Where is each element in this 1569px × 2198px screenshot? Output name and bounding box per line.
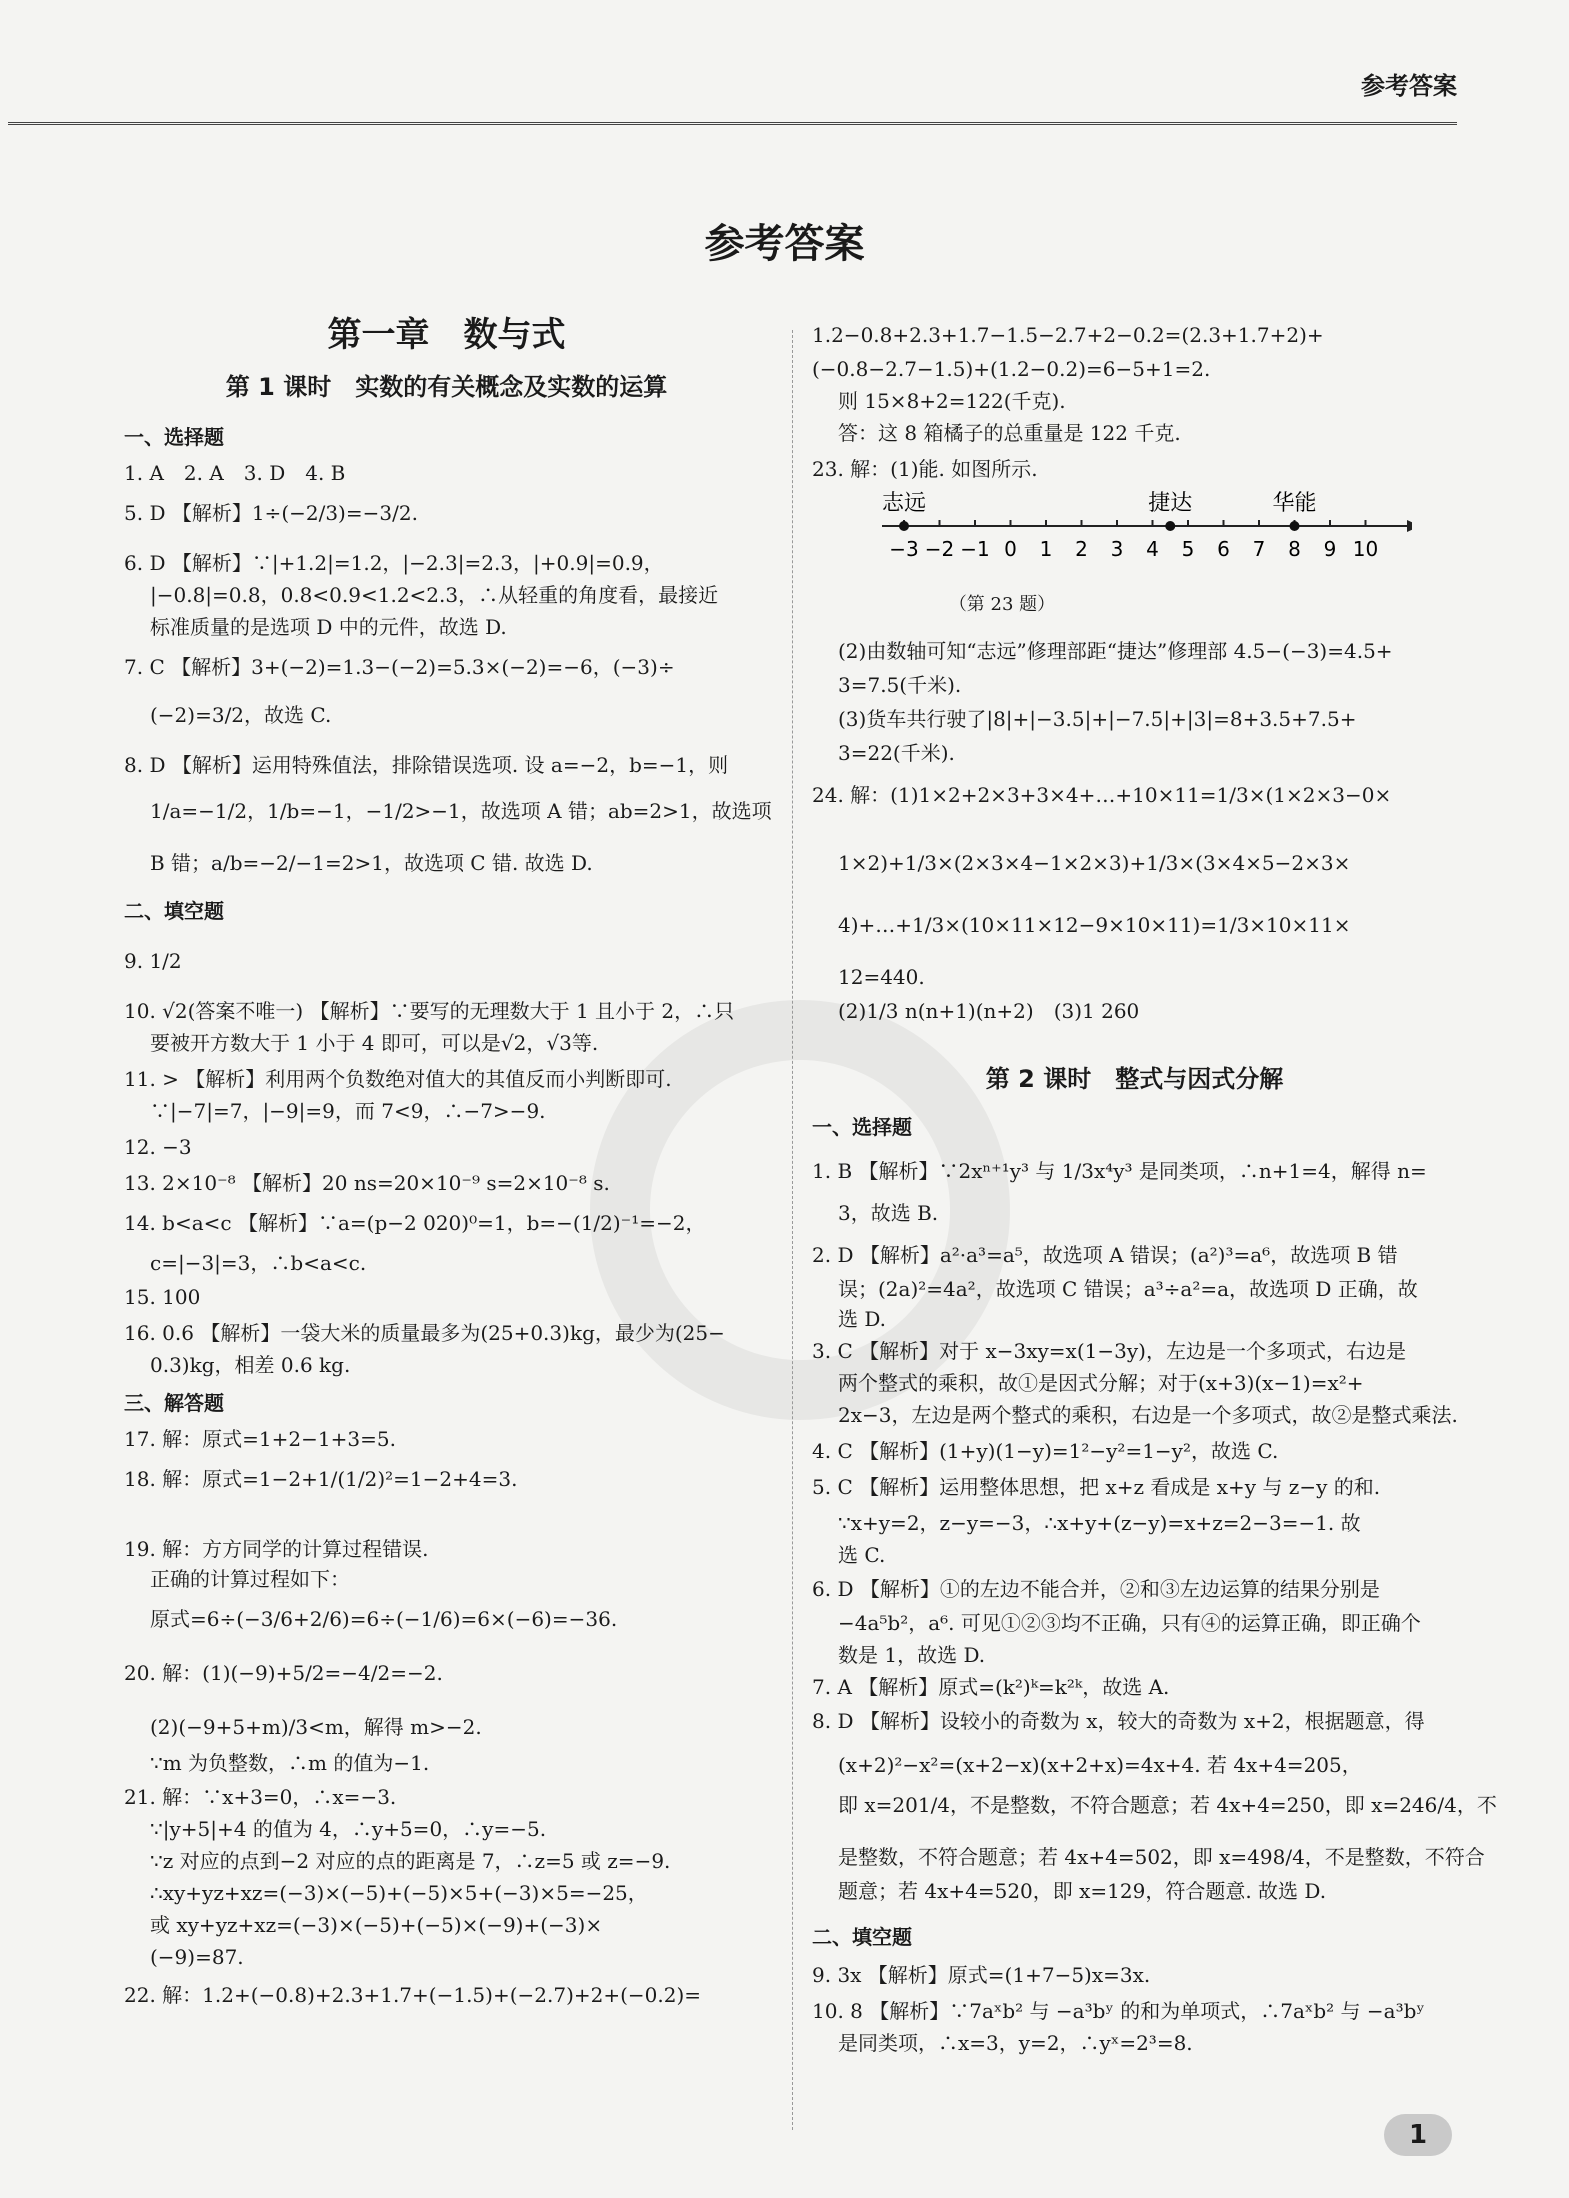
answer-line: 12. −3 (124, 1135, 192, 1159)
answer-line: 11. > 【解析】利用两个负数绝对值大的其值反而小判断即可. (124, 1067, 672, 1091)
answer-line: 误；(2a)²=4a²，故选项 C 错误；a³÷a²=a，故选项 D 正确，故 (838, 1277, 1418, 1301)
answer-line: 18. 解：原式=1−2+1/(1/2)²=1−2+4=3. (124, 1467, 518, 1491)
answer-line: 则 15×8+2=122(千克). (838, 389, 1066, 413)
tick-label: 8 (1288, 537, 1301, 561)
answer-line: ∵|y+5|+4 的值为 4，∴y+5=0，∴y=−5. (150, 1817, 547, 1841)
point-marker (899, 521, 909, 531)
answer-line: ∵x+y=2，z−y=−3，∴x+y+(z−y)=x+z=2−3=−1. 故 (838, 1511, 1361, 1535)
answer-line: 23. 解：(1)能. 如图所示. (812, 457, 1038, 481)
answer-line: (2)(−9+5+m)/3<m，解得 m>−2. (150, 1715, 482, 1739)
header-rule (8, 122, 1457, 125)
answer-line: 8. D 【解析】设较小的奇数为 x，较大的奇数为 x+2，根据题意，得 (812, 1709, 1425, 1733)
answer-line: 19. 解：方方同学的计算过程错误. (124, 1537, 429, 1561)
tick-label: 6 (1217, 537, 1230, 561)
answer-line: 4)+…+1/3×(10×11×12−9×10×11)=1/3×10×11× (838, 913, 1351, 937)
tick-label: −1 (960, 537, 990, 561)
answer-line: ∴xy+yz+xz=(−3)×(−5)+(−5)×5+(−3)×5=−25， (150, 1881, 648, 1905)
answer-line: 选 D. (838, 1307, 887, 1331)
tick-label: 4 (1146, 537, 1159, 561)
answer-line: 10. √2(答案不唯一) 【解析】∵要写的无理数大于 1 且小于 2，∴只 (124, 999, 735, 1023)
answer-line: 题意；若 4x+4=520，即 x=129，符合题意. 故选 D. (838, 1879, 1327, 1903)
answer-line: 6. D 【解析】∵|+1.2|=1.2，|−2.3|=2.3，|+0.9|=0.9， (124, 551, 664, 575)
answer-line: ∵|−7|=7，|−9|=9，而 7<9，∴−7>−9. (150, 1099, 546, 1123)
section-solve-1: 三、解答题 (124, 1391, 224, 1415)
answer-line: ∵z 对应的点到−2 对应的点的距离是 7，∴z=5 或 z=−9. (150, 1849, 671, 1873)
tick-label: 3 (1110, 537, 1124, 561)
section-choice-1: 一、选择题 (124, 425, 224, 449)
answer-line: 16. 0.6 【解析】一袋大米的质量最多为(25+0.3)kg，最少为(25− (124, 1321, 725, 1345)
answer-line: 1.2−0.8+2.3+1.7−1.5−2.7+2−0.2=(2.3+1.7+2)+ (812, 323, 1324, 347)
chapter-title: 第一章 数与式 (327, 315, 566, 355)
answer-line: 14. b<a<c 【解析】∵a=(p−2 020)⁰=1，b=−(1/2)⁻¹=−2， (124, 1211, 706, 1235)
page-number: 1 (1384, 2114, 1452, 2156)
answer-line: 15. 100 (124, 1285, 201, 1309)
tick-label: 5 (1181, 537, 1195, 561)
point-label: 捷达 (1148, 491, 1193, 516)
section-choice-2: 一、选择题 (812, 1115, 912, 1139)
answer-line: c=|−3|=3，∴b<a<c. (150, 1251, 367, 1275)
answer-line: 答：这 8 箱橘子的总重量是 122 千克. (838, 421, 1181, 445)
answer-line: (−9)=87. (150, 1945, 244, 1969)
answer-line: (2)1/3 n(n+1)(n+2) (3)1 260 (838, 999, 1140, 1023)
answer-line: (−0.8−2.7−1.5)+(1.2−0.2)=6−5+1=2. (812, 357, 1211, 381)
answer-line: 6. D 【解析】①的左边不能合并，②和③左边运算的结果分别是 (812, 1577, 1380, 1601)
answer-line: 20. 解：(1)(−9)+5/2=−4/2=−2. (124, 1661, 443, 1685)
answer-line: 正确的计算过程如下： (150, 1567, 350, 1591)
answer-line: 即 x=201/4，不是整数，不符合题意；若 4x+4=250，即 x=246/4，不 (838, 1793, 1497, 1817)
answer-line: 数是 1，故选 D. (838, 1643, 986, 1667)
answer-line: 是同类项，∴x=3，y=2，∴yˣ=2³=8. (838, 2031, 1193, 2055)
tick-label: 9 (1323, 537, 1337, 561)
answer-line: 2x−3，左边是两个整式的乘积，右边是一个多项式，故②是整式乘法. (838, 1403, 1458, 1427)
tick-label: −2 (924, 537, 955, 561)
tick-label: 1 (1039, 537, 1053, 561)
lesson-2-title: 第 2 课时 整式与因式分解 (985, 1065, 1284, 1093)
answer-line: 4. C 【解析】(1+y)(1−y)=1²−y²=1−y²，故选 C. (812, 1439, 1279, 1463)
answer-line: 要被开方数大于 1 小于 4 即可，可以是√2，√3等. (150, 1031, 599, 1055)
answer-line: 7. C 【解析】3+(−2)=1.3−(−2)=5.3×(−2)=−6，(−3)÷ (124, 655, 675, 679)
answer-line: 12=440. (838, 965, 925, 989)
answer-line: (−2)=3/2，故选 C. (150, 703, 332, 727)
answer-line: B 错；a/b=−2/−1=2>1，故选项 C 错. 故选 D. (150, 851, 593, 875)
point-label: 志远 (881, 491, 927, 516)
answer-line: 两个整式的乘积，故①是因式分解；对于(x+3)(x−1)=x²+ (838, 1371, 1364, 1395)
answer-line: |−0.8|=0.8，0.8<0.9<1.2<2.3，∴从轻重的角度看，最接近 (150, 583, 719, 607)
answer-line: 或 xy+yz+xz=(−3)×(−5)+(−5)×(−9)+(−3)× (150, 1913, 603, 1937)
answer-line: 10. 8 【解析】∵7aˣb² 与 −a³bʸ 的和为单项式，∴7aˣb² 与 −a³bʸ (812, 1999, 1425, 2023)
answer-line: (x+2)²−x²=(x+2−x)(x+2+x)=4x+4. 若 4x+4=205， (838, 1753, 1362, 1777)
section-fill-1: 二、填空题 (124, 899, 224, 923)
answer-line: 原式=6÷(−3/6+2/6)=6÷(−1/6)=6×(−6)=−36. (150, 1607, 618, 1631)
section-fill-2: 二、填空题 (812, 1925, 912, 1949)
answer-line: 选 C. (838, 1543, 886, 1567)
answer-line: 9. 3x 【解析】原式=(1+7−5)x=3x. (812, 1963, 1151, 1987)
answer-line: 5. C 【解析】运用整体思想，把 x+z 看成是 x+y 与 z−y 的和. (812, 1475, 1381, 1499)
answer-line: 13. 2×10⁻⁸ 【解析】20 ns=20×10⁻⁹ s=2×10⁻⁸ s. (124, 1171, 610, 1195)
tick-label: 2 (1075, 537, 1088, 561)
answer-line: ∵m 为负整数，∴m 的值为−1. (150, 1751, 430, 1775)
answer-line: 3=22(千米). (838, 741, 955, 765)
answer-line: 标准质量的是选项 D 中的元件，故选 D. (150, 615, 507, 639)
answer-line: 5. D 【解析】1÷(−2/3)=−3/2. (124, 501, 418, 525)
lesson-1-title: 第 1 课时 实数的有关概念及实数的运算 (225, 373, 668, 401)
answer-line: 是整数，不符合题意；若 4x+4=502，即 x=498/4，不是整数，不符合 (838, 1845, 1485, 1869)
tick-label: −3 (889, 537, 919, 561)
answer-line: 1/a=−1/2，1/b=−1，−1/2>−1，故选项 A 错；ab=2>1，故选项 (150, 799, 772, 823)
running-header: 参考答案 (1361, 72, 1457, 100)
answer-line: 17. 解：原式=1+2−1+3=5. (124, 1427, 396, 1451)
answer-line: 2. D 【解析】a²·a³=a⁵，故选项 A 错误；(a²)³=a⁶，故选项 B 错 (812, 1243, 1398, 1267)
answer-line: 1. A 2. A 3. D 4. B (124, 461, 346, 485)
column-divider (792, 330, 793, 2130)
tick-label: 10 (1352, 537, 1379, 561)
answer-line: 7. A 【解析】原式=(k²)ᵏ=k²ᵏ，故选 A. (812, 1675, 1170, 1699)
point-marker (1165, 521, 1175, 531)
answer-line: 1. B 【解析】∵2xⁿ⁺¹y³ 与 1/3x⁴y³ 是同类项，∴n+1=4，解得 n= (812, 1159, 1427, 1183)
answer-line: 9. 1/2 (124, 949, 182, 973)
answer-line: 1×2)+1/3×(2×3×4−1×2×3)+1/3×(3×4×5−2×3× (838, 851, 1351, 875)
tick-label: 7 (1252, 537, 1266, 561)
point-label: 华能 (1272, 491, 1317, 516)
answer-line: 22. 解：1.2+(−0.8)+2.3+1.7+(−1.5)+(−2.7)+2+(−0.2)= (124, 1983, 702, 2007)
answer-line: 0.3)kg，相差 0.6 kg. (150, 1353, 351, 1377)
answer-line: 3，故选 B. (838, 1201, 939, 1225)
page-title: 参考答案 (704, 221, 865, 267)
axis-arrow-icon (1407, 520, 1412, 532)
answer-line: 3. C 【解析】对于 x−3xy=x(1−3y)，左边是一个多项式，右边是 (812, 1339, 1406, 1363)
figure-caption: （第 23 题） (948, 594, 1056, 615)
answer-line: 21. 解：∵x+3=0，∴x=−3. (124, 1785, 397, 1809)
answer-line: 8. D 【解析】运用特殊值法，排除错误选项. 设 a=−2，b=−1，则 (124, 753, 729, 777)
answer-line: (2)由数轴可知“志远”修理部距“捷达”修理部 4.5−(−3)=4.5+ (838, 639, 1393, 663)
point-marker (1290, 521, 1300, 531)
answer-line: (3)货车共行驶了|8|+|−3.5|+|−7.5|+|3|=8+3.5+7.5+ (838, 707, 1357, 731)
answer-line: 24. 解：(1)1×2+2×3+3×4+…+10×11=1/3×(1×2×3−0× (812, 783, 1392, 807)
tick-label: 0 (1004, 537, 1017, 561)
answer-line: −4a⁵b²，a⁶. 可见①②③均不正确，只有④的运算正确，即正确个 (838, 1611, 1421, 1635)
answer-line: 3=7.5(千米). (838, 673, 962, 697)
